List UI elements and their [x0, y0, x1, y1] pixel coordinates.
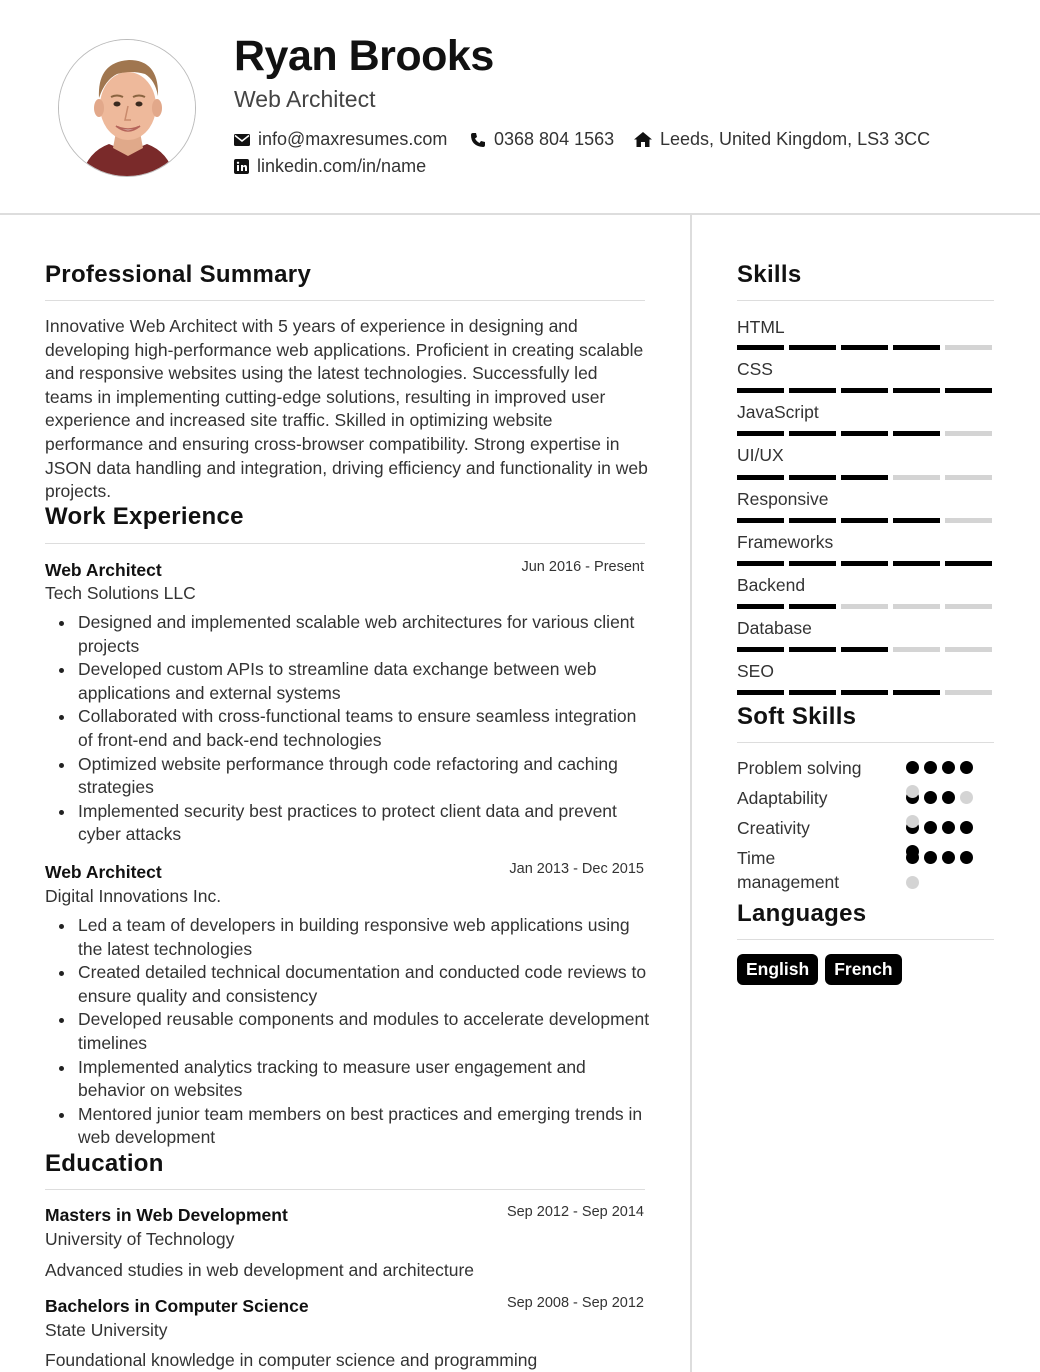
- skill-level-segment: [789, 690, 836, 695]
- soft-skill-name: Time management: [737, 848, 840, 892]
- envelope-icon: [234, 133, 250, 147]
- skill-level-segment: [945, 604, 992, 609]
- email-text: info@maxresumes.com: [258, 129, 448, 149]
- language-tag: French: [825, 954, 901, 985]
- rating-dot: [960, 761, 973, 774]
- skill-level-bar: [737, 518, 992, 523]
- skill-name: CSS: [737, 359, 773, 379]
- soft-skills-heading: Soft Skills: [737, 703, 857, 730]
- rating-dot: [942, 821, 955, 834]
- skill-level-bar: [737, 345, 992, 350]
- skill-level-segment: [737, 518, 784, 523]
- education-heading: Education: [45, 1150, 164, 1177]
- summary-rule: [45, 300, 645, 301]
- school-name: State University: [45, 1320, 168, 1340]
- candidate-role: Web Architect: [234, 86, 376, 112]
- rating-overflow-dot: [906, 785, 919, 798]
- rating-dot: [942, 791, 955, 804]
- soft-skill-name: Problem solving: [737, 758, 862, 778]
- skill-level-segment: [789, 475, 836, 480]
- job-title: Web Architect: [45, 862, 162, 882]
- rating-dot: [960, 851, 973, 864]
- job-dates: Jan 2013 - Dec 2015: [509, 861, 644, 877]
- skill-level-segment: [893, 690, 940, 695]
- skill-level-segment: [841, 431, 888, 436]
- degree-title: Bachelors in Computer Science: [45, 1296, 309, 1316]
- skill-level-segment: [893, 604, 940, 609]
- rating-dot: [942, 761, 955, 774]
- rating-dot: [924, 761, 937, 774]
- skill-level-segment: [841, 647, 888, 652]
- rating-dot: [924, 851, 937, 864]
- job-title: Web Architect: [45, 560, 162, 580]
- rating-dot: [942, 851, 955, 864]
- skill-level-segment: [737, 690, 784, 695]
- skill-name: HTML: [737, 317, 785, 337]
- job-company: Digital Innovations Inc.: [45, 886, 222, 906]
- profile-photo: [58, 39, 196, 177]
- skill-level-segment: [841, 690, 888, 695]
- skill-level-segment: [945, 647, 992, 652]
- soft-skills-rule: [737, 742, 994, 743]
- contact-phone[interactable]: [470, 129, 614, 150]
- languages-heading: Languages: [737, 900, 867, 927]
- summary-text: Innovative Web Architect with 5 years of experience in designing and developing high-performance web applications. Proficient in creating scalable and responsive websites using the latest technologies. Successfully led teams in implementing cutting-edge solutions, resulting in improved user experience and increased site traffic. Skilled in optimizing website performance and ensuring cross-browser compatibility. Strong expertise in JSON data handling and integration, driving efficiency and functionality in web projects.: [45, 316, 648, 502]
- list-item: Developed custom APIs to streamline data exchange between web applications and external systems: [78, 658, 653, 705]
- rating-overflow-dot: [906, 815, 919, 828]
- degree-dates: Sep 2012 - Sep 2014: [506, 1204, 644, 1220]
- skill-level-segment: [737, 561, 784, 566]
- skill-level-bar: [737, 647, 992, 652]
- resume-header: [0, 0, 1040, 215]
- list-item: Collaborated with cross-functional teams to ensure seamless integration of front-end and back-end technologies: [78, 705, 653, 752]
- candidate-name: Ryan Brooks: [234, 32, 494, 80]
- list-item: Designed and implemented scalable web architectures for various client projects: [78, 611, 653, 658]
- skill-level-bar: [737, 475, 992, 480]
- skill-level-segment: [841, 604, 888, 609]
- contact-linkedin[interactable]: [234, 156, 426, 177]
- education-rule: [45, 1189, 645, 1190]
- school-name: University of Technology: [45, 1229, 235, 1249]
- soft-skill-name: Adaptability: [737, 788, 828, 808]
- skill-level-segment: [945, 388, 992, 393]
- skill-level-segment: [841, 518, 888, 523]
- column-divider: [690, 215, 692, 1372]
- rating-dot: [960, 821, 973, 834]
- skill-level-segment: [737, 475, 784, 480]
- skill-level-bar: [737, 431, 992, 436]
- skill-level-segment: [893, 518, 940, 523]
- skill-level-segment: [893, 431, 940, 436]
- linkedin-text: linkedin.com/in/name: [257, 156, 427, 176]
- skill-level-segment: [945, 475, 992, 480]
- skill-name: Backend: [737, 575, 806, 595]
- list-item: Implemented security best practices to protect client data and prevent cyber attacks: [78, 800, 653, 847]
- phone-icon: [470, 132, 486, 148]
- linkedin-icon: [234, 159, 249, 174]
- degree-description: Advanced studies in web development and architecture: [45, 1260, 475, 1280]
- skill-name: SEO: [737, 661, 774, 681]
- skill-level-segment: [893, 345, 940, 350]
- summary-heading: Professional Summary: [45, 261, 312, 288]
- skill-level-segment: [737, 647, 784, 652]
- job-bullets: [78, 611, 653, 847]
- soft-skill-name: Creativity: [737, 818, 810, 838]
- phone-text: 0368 804 1563: [494, 129, 615, 149]
- list-item: Optimized website performance through code refactoring and caching strategies: [78, 753, 653, 800]
- skill-level-segment: [841, 345, 888, 350]
- skill-name: UI/UX: [737, 445, 784, 465]
- degree-title: Masters in Web Development: [45, 1205, 288, 1225]
- home-icon: [634, 132, 652, 147]
- skill-name: Database: [737, 618, 812, 638]
- skill-level-bar: [737, 388, 992, 393]
- list-item: Led a team of developers in building responsive web applications using the latest technologies: [78, 914, 653, 961]
- job-dates: Jun 2016 - Present: [521, 559, 644, 575]
- address-text: Leeds, United Kingdom, LS3 3CC: [660, 129, 931, 149]
- job-bullets: [78, 914, 653, 1150]
- skill-level-segment: [789, 561, 836, 566]
- rating-dot: [906, 761, 919, 774]
- rating-dot: [960, 791, 973, 804]
- skill-level-segment: [893, 475, 940, 480]
- skill-level-segment: [789, 388, 836, 393]
- skill-name: Responsive: [737, 489, 829, 509]
- experience-rule: [45, 543, 645, 544]
- skill-level-segment: [945, 345, 992, 350]
- skill-level-segment: [945, 561, 992, 566]
- skill-level-segment: [737, 604, 784, 609]
- skill-level-segment: [893, 388, 940, 393]
- skill-level-segment: [841, 388, 888, 393]
- skill-level-segment: [841, 561, 888, 566]
- rating-dot: [924, 821, 937, 834]
- contact-address: [634, 129, 930, 150]
- list-item: Created detailed technical documentation and conducted code reviews to ensure quality and consistency: [78, 961, 653, 1008]
- language-list: [737, 954, 902, 985]
- skill-level-segment: [789, 345, 836, 350]
- skill-level-segment: [789, 518, 836, 523]
- skill-level-segment: [945, 690, 992, 695]
- skill-level-segment: [945, 431, 992, 436]
- person-portrait-icon: [59, 40, 196, 177]
- skills-rule: [737, 300, 994, 301]
- rating-overflow-dot: [906, 876, 919, 889]
- skill-level-segment: [945, 518, 992, 523]
- skill-level-bar: [737, 604, 992, 609]
- degree-description: Foundational knowledge in computer science and programming: [45, 1350, 538, 1370]
- degree-dates: Sep 2008 - Sep 2012: [506, 1295, 644, 1311]
- skill-level-bar: [737, 690, 992, 695]
- skill-level-segment: [789, 431, 836, 436]
- rating-overflow-dot: [906, 845, 919, 858]
- skill-level-segment: [841, 475, 888, 480]
- skill-level-segment: [789, 647, 836, 652]
- list-item: Mentored junior team members on best practices and emerging trends in web development: [78, 1103, 653, 1150]
- contact-email[interactable]: [234, 129, 447, 150]
- skills-heading: Skills: [737, 261, 802, 288]
- skill-level-segment: [737, 388, 784, 393]
- skill-name: Frameworks: [737, 532, 834, 552]
- job-company: Tech Solutions LLC: [45, 583, 196, 603]
- skill-level-segment: [737, 431, 784, 436]
- skill-name: JavaScript: [737, 402, 819, 422]
- languages-rule: [737, 939, 994, 940]
- list-item: Developed reusable components and modules to accelerate development timelines: [78, 1008, 653, 1055]
- skill-level-segment: [893, 647, 940, 652]
- soft-skill-rating: [906, 761, 973, 774]
- list-item: Implemented analytics tracking to measure user engagement and behavior on websites: [78, 1056, 653, 1103]
- skill-level-bar: [737, 561, 992, 566]
- experience-heading: Work Experience: [45, 503, 244, 530]
- skill-level-segment: [789, 604, 836, 609]
- skill-level-segment: [893, 561, 940, 566]
- rating-dot: [924, 791, 937, 804]
- skill-level-segment: [737, 345, 784, 350]
- language-tag: English: [737, 954, 818, 985]
